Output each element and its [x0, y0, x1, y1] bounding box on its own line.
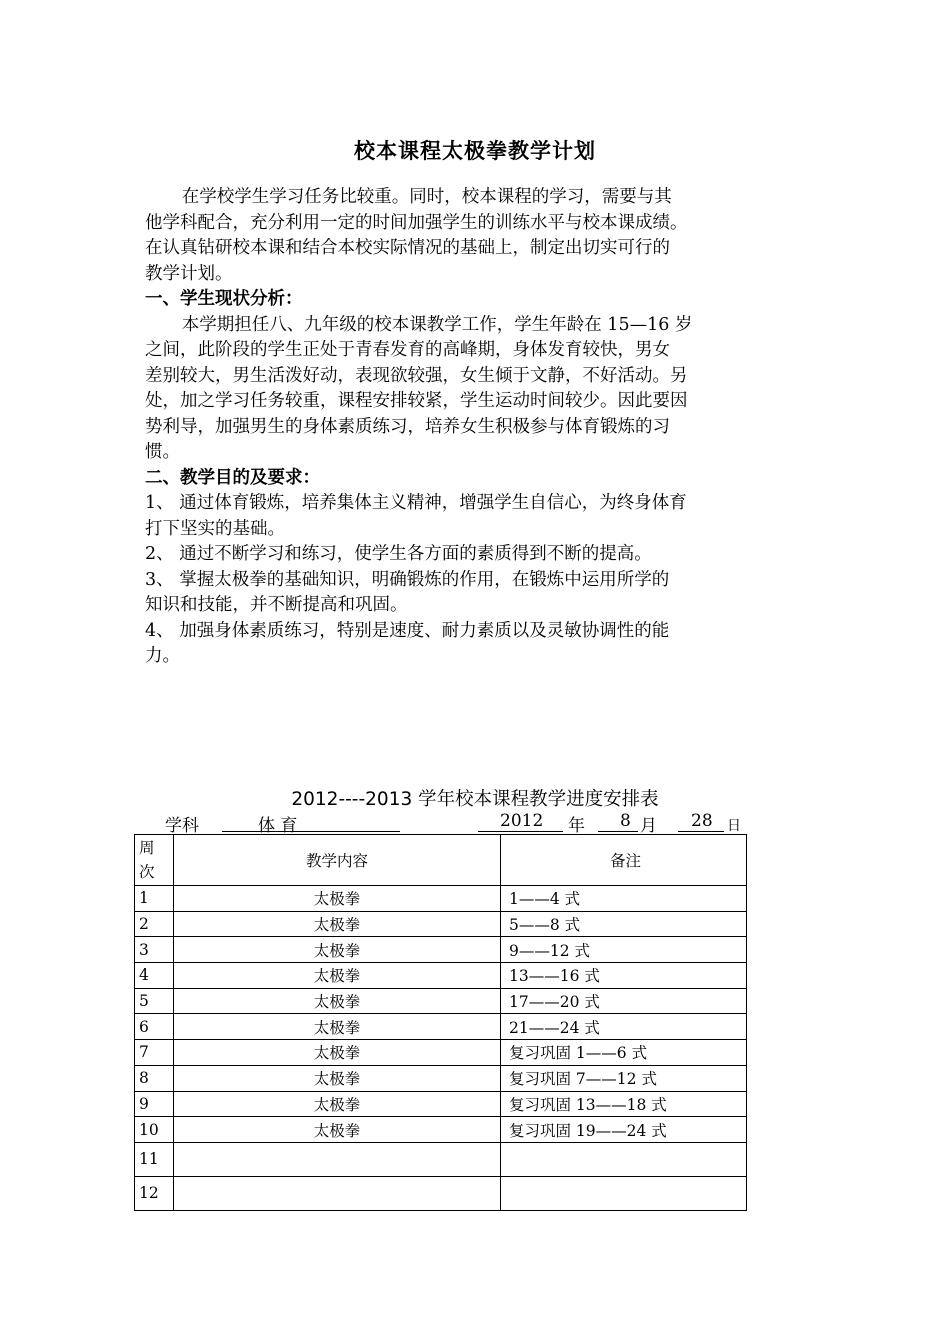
cell-week: 5 [135, 988, 174, 1014]
day-value: 28 [678, 811, 724, 832]
header-content: 教学内容 [174, 835, 501, 886]
cell-note: 5——8 式 [501, 911, 747, 937]
cell-week: 3 [135, 937, 174, 963]
cell-content: 太极拳 [174, 937, 501, 963]
month-value: 8 [598, 811, 638, 832]
section-line: 惯。 [145, 442, 180, 462]
subject-label: 学科 [165, 816, 199, 836]
table-header-row [135, 835, 747, 886]
section-line: 差别较大，男生活泼好动，表现欲较强，女生倾于文静，不好活动。另 [145, 365, 688, 386]
section-line: 1、 通过体育锻炼，培养集体主义精神，增强学生自信心，为终身体育 [145, 493, 687, 513]
day-unit: 日 [727, 818, 741, 834]
section-line: 2、 通过不断学习和练习，使学生各方面的素质得到不断的提高。 [145, 544, 652, 564]
table-row [135, 1117, 747, 1143]
document-title: 校本课程太极拳教学计划 [354, 139, 596, 163]
table-row [135, 886, 747, 912]
cell-content: 太极拳 [174, 1091, 501, 1117]
cell-week: 4 [135, 963, 174, 989]
cell-week: 10 [135, 1117, 174, 1143]
section-line: 4、 加强身体素质练习，特别是速度、耐力素质以及灵敏协调性的能 [145, 620, 670, 641]
section-line: 之间，此阶段的学生正处于青春发育的高峰期，身体发育较快，男女 [145, 340, 670, 360]
table-row [135, 1040, 747, 1066]
section-line: 知识和技能，并不断提高和巩固。 [145, 595, 408, 615]
year-field [478, 811, 563, 832]
month-field [598, 811, 638, 832]
header-week-line: 次 [139, 863, 155, 881]
cell-week: 11 [135, 1142, 174, 1176]
cell-content: 太极拳 [174, 963, 501, 989]
cell-week: 12 [135, 1176, 174, 1210]
section-line: 本学期担任八、九年级的校本课教学工作，学生年龄在 15—16 岁 [181, 314, 693, 335]
table-row [135, 1014, 747, 1040]
section-line: 力。 [145, 646, 180, 666]
cell-content [174, 1142, 501, 1176]
cell-content [174, 1176, 501, 1210]
subject-value: 体 育 [222, 811, 400, 832]
schedule-title: 2012----2013 学年校本课程教学进度安排表 [291, 789, 659, 810]
cell-note: 复习巩固 19——24 式 [501, 1117, 747, 1143]
cell-week: 2 [135, 911, 174, 937]
cell-content: 太极拳 [174, 911, 501, 937]
intro-line: 在认真钻研校本课和结合本校实际情况的基础上，制定出切实可行的 [145, 238, 670, 258]
cell-note: 9——12 式 [501, 937, 747, 963]
header-note: 备注 [501, 835, 747, 886]
cell-note: 21——24 式 [501, 1014, 747, 1040]
header-week [135, 835, 174, 886]
section-line: 处，加之学习任务较重，课程安排较紧，学生运动时间较少。因此要因 [145, 391, 688, 411]
cell-content: 太极拳 [174, 886, 501, 912]
cell-week: 1 [135, 886, 174, 912]
document-body [145, 185, 813, 670]
cell-note: 1——4 式 [501, 886, 747, 912]
intro-line: 教学计划。 [145, 263, 233, 284]
cell-note: 复习巩固 7——12 式 [501, 1065, 747, 1091]
table-row [135, 1176, 747, 1210]
section-heading: 一、学生现状分析： [145, 289, 303, 309]
cell-note: 复习巩固 13——18 式 [501, 1091, 747, 1117]
section-line: 3、 掌握太极拳的基础知识，明确锻炼的作用，在锻炼中运用所学的 [145, 569, 670, 590]
cell-note: 复习巩固 1——6 式 [501, 1040, 747, 1066]
cell-week: 8 [135, 1065, 174, 1091]
table-row [135, 911, 747, 937]
header-week-line: 周 [139, 839, 155, 857]
day-field [678, 811, 724, 832]
year-value: 2012 [478, 811, 563, 832]
cell-note [501, 1142, 747, 1176]
cell-content: 太极拳 [174, 1065, 501, 1091]
subject-value-field [222, 811, 400, 836]
intro-line: 他学科配合，充分利用一定的时间加强学生的训练水平与校本课成绩。 [145, 212, 688, 233]
cell-week: 6 [135, 1014, 174, 1040]
section-line: 势利导，加强男生的身体素质练习，培养女生积极参与体育锻炼的习 [145, 416, 670, 437]
cell-note: 17——20 式 [501, 988, 747, 1014]
table-row [135, 963, 747, 989]
cell-content: 太极拳 [174, 988, 501, 1014]
schedule-meta [165, 811, 755, 835]
schedule-table [134, 834, 747, 1211]
year-unit: 年 [568, 816, 585, 836]
cell-note: 13——16 式 [501, 963, 747, 989]
table-row [135, 1091, 747, 1117]
cell-content: 太极拳 [174, 1014, 501, 1040]
intro-line: 在学校学生学习任务比较重。同时，校本课程的学习，需要与其 [181, 187, 672, 207]
section-heading: 二、教学目的及要求： [145, 467, 320, 488]
cell-week: 7 [135, 1040, 174, 1066]
table-row [135, 988, 747, 1014]
month-unit: 月 [640, 816, 657, 836]
cell-week: 9 [135, 1091, 174, 1117]
section-line: 打下坚实的基础。 [145, 518, 285, 539]
cell-note [501, 1176, 747, 1210]
cell-content: 太极拳 [174, 1040, 501, 1066]
cell-content: 太极拳 [174, 1117, 501, 1143]
table-row [135, 937, 747, 963]
table-row [135, 1142, 747, 1176]
table-row [135, 1065, 747, 1091]
